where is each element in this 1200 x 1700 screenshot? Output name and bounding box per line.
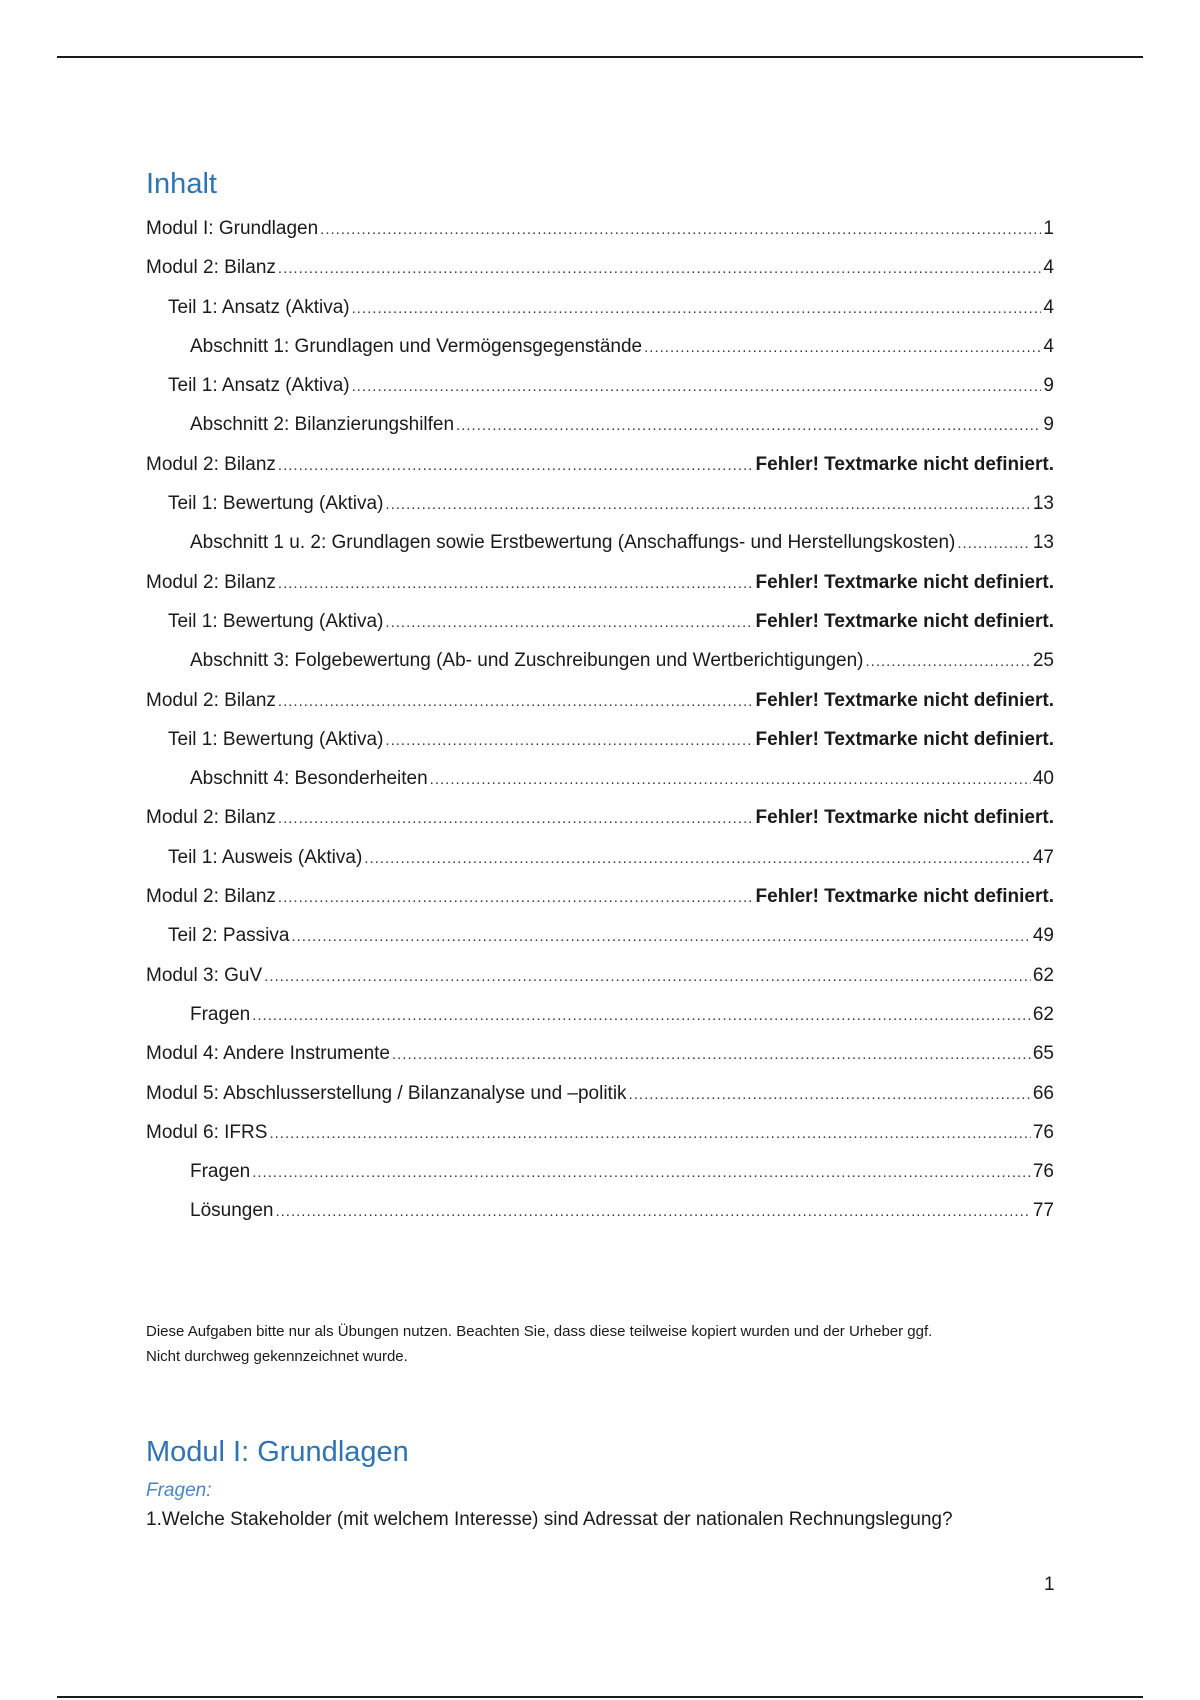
toc-dot-leader — [385, 485, 1030, 524]
disclaimer-line-2: Nicht durchweg gekennzeichnet wurde. — [146, 1348, 408, 1365]
toc-entry[interactable] — [146, 798, 1054, 837]
toc-page-number: 65 — [1032, 1043, 1054, 1065]
toc-entry[interactable] — [146, 602, 1054, 641]
header-rule — [57, 56, 1143, 58]
toc-page-number: 47 — [1032, 846, 1054, 868]
toc-dot-leader — [275, 1192, 1030, 1231]
toc-entry[interactable] — [146, 445, 1054, 484]
toc-entry-title: Teil 1: Ausweis (Aktiva) — [168, 846, 363, 868]
toc-dot-leader — [320, 210, 1041, 249]
toc-entry[interactable] — [146, 523, 1054, 562]
toc-entry[interactable] — [146, 209, 1054, 248]
toc-dot-leader — [392, 1035, 1031, 1074]
page-number: 1 — [1044, 1574, 1055, 1595]
toc-bookmark-error: Fehler! Textmarke nicht definiert. — [755, 571, 1054, 593]
toc-dot-leader — [278, 799, 754, 838]
toc-entry[interactable] — [146, 484, 1054, 523]
toc-entry-title: Fragen — [190, 1003, 251, 1025]
toc-entry-title: Teil 1: Ansatz (Aktiva) — [168, 296, 350, 318]
toc-page-number: 1 — [1043, 218, 1054, 239]
toc-entry-title: Modul 6: IFRS — [146, 1121, 268, 1143]
toc-entry-title: Abschnitt 2: Bilanzierungshilfen — [190, 414, 455, 436]
toc-bookmark-error: Fehler! Textmarke nicht definiert. — [755, 807, 1054, 829]
toc-entry-title: Fragen — [190, 1161, 251, 1183]
toc-page-number: 77 — [1032, 1200, 1054, 1222]
toc-page-number: 9 — [1043, 375, 1054, 397]
toc-page-number: 9 — [1043, 414, 1054, 436]
toc-entry-title: Modul 4: Andere Instrumente — [146, 1043, 390, 1065]
toc-entry-title: Lösungen — [190, 1200, 274, 1222]
toc-entry[interactable] — [146, 956, 1054, 995]
toc-page-number: 66 — [1032, 1082, 1054, 1104]
toc-dot-leader — [269, 1114, 1030, 1153]
toc-entry-title: Modul 2: Bilanz — [146, 571, 276, 593]
toc-entry-title: Modul 2: Bilanz — [146, 689, 276, 711]
toc-entry-title: Teil 1: Bewertung (Aktiva) — [168, 610, 384, 632]
toc-entry[interactable] — [146, 366, 1054, 405]
toc-entry[interactable] — [146, 405, 1054, 444]
toc-entry-title: Abschnitt 1: Grundlagen und Vermögensgegenstände — [190, 335, 643, 357]
toc-entry-title: Modul 3: GuV — [146, 964, 263, 986]
toc-dot-leader — [352, 367, 1042, 406]
toc-entry-title: Teil 2: Passiva — [168, 925, 290, 947]
toc-dot-leader — [629, 1075, 1031, 1114]
toc-entry-title: Teil 1: Bewertung (Aktiva) — [168, 728, 384, 750]
toc-entry[interactable] — [146, 327, 1054, 366]
toc-dot-leader — [252, 1153, 1031, 1192]
toc-bookmark-error: Fehler! Textmarke nicht definiert. — [755, 689, 1054, 711]
toc-dot-leader — [456, 406, 1041, 445]
toc-entry[interactable] — [146, 877, 1054, 916]
toc-dot-leader — [278, 878, 754, 917]
toc-bookmark-error: Fehler! Textmarke nicht definiert. — [755, 728, 1054, 750]
toc-dot-leader — [291, 917, 1030, 956]
toc-entry[interactable] — [146, 995, 1054, 1034]
toc-entry[interactable] — [146, 1074, 1054, 1113]
toc-page-number: 76 — [1032, 1161, 1054, 1183]
toc-entry-title: Abschnitt 4: Besonderheiten — [190, 768, 428, 790]
toc-page-number: 76 — [1032, 1121, 1054, 1143]
toc-entry[interactable] — [146, 720, 1054, 759]
toc-dot-leader — [644, 328, 1041, 367]
toc-entry-title: Abschnitt 1 u. 2: Grundlagen sowie Erstbewertung (Anschaffungs- und Herstellungskosten) — [190, 532, 956, 554]
section-subheading: Fragen: — [146, 1480, 212, 1501]
toc-page-number: 13 — [1032, 493, 1054, 515]
toc-entry[interactable] — [146, 759, 1054, 798]
toc-dot-leader — [385, 721, 753, 760]
toc-entry[interactable] — [146, 563, 1054, 602]
toc-page-number: 62 — [1032, 1003, 1054, 1025]
toc-entry-title: Modul 5: Abschlusserstellung / Bilanzanalyse und –politik — [146, 1082, 627, 1104]
toc-entry[interactable] — [146, 1191, 1054, 1230]
toc-page-number: 25 — [1032, 650, 1054, 672]
toc-entry[interactable] — [146, 248, 1054, 287]
toc-entry[interactable] — [146, 681, 1054, 720]
toc-dot-leader — [278, 682, 754, 721]
toc-entry[interactable] — [146, 1152, 1054, 1191]
toc-dot-leader — [352, 289, 1042, 328]
toc-page-number: 4 — [1043, 296, 1054, 318]
toc-dot-leader — [866, 642, 1031, 681]
toc-dot-leader — [364, 839, 1031, 878]
toc-entry[interactable] — [146, 838, 1054, 877]
toc-entry-title: Teil 1: Bewertung (Aktiva) — [168, 493, 384, 515]
footer-rule — [57, 1696, 1143, 1698]
toc-entry-title: Modul 2: Bilanz — [146, 807, 276, 829]
toc-entry-title: Modul 2: Bilanz — [146, 453, 276, 475]
toc-dot-leader — [252, 996, 1031, 1035]
toc-entry[interactable] — [146, 288, 1054, 327]
toc-entry[interactable] — [146, 916, 1054, 955]
toc-page-number: 4 — [1043, 335, 1054, 357]
disclaimer-line-1: Diese Aufgaben bitte nur als Übungen nutzen. Beachten Sie, dass diese teilweise kopiert wurden und der Urheber ggf. — [146, 1323, 933, 1340]
toc-entry-title: Modul 2: Bilanz — [146, 257, 276, 279]
toc-entry-title: Modul 2: Bilanz — [146, 886, 276, 908]
toc-dot-leader — [278, 564, 754, 603]
toc-dot-leader — [278, 249, 1042, 288]
toc-dot-leader — [957, 524, 1031, 563]
toc-bookmark-error: Fehler! Textmarke nicht definiert. — [755, 453, 1054, 475]
toc-page-number: 49 — [1032, 925, 1054, 947]
toc-page-number: 40 — [1032, 768, 1054, 790]
toc-bookmark-error: Fehler! Textmarke nicht definiert. — [755, 610, 1054, 632]
toc-dot-leader — [385, 603, 753, 642]
table-of-contents — [146, 209, 1054, 1231]
toc-bookmark-error: Fehler! Textmarke nicht definiert. — [755, 886, 1054, 908]
toc-page-number: 13 — [1032, 532, 1054, 554]
toc-dot-leader — [264, 957, 1031, 996]
toc-entry-title: Abschnitt 3: Folgebewertung (Ab- und Zuschreibungen und Wertberichtigungen) — [190, 650, 864, 672]
toc-dot-leader — [278, 446, 754, 485]
toc-entry[interactable] — [146, 1034, 1054, 1073]
toc-heading: Inhalt — [146, 168, 217, 200]
section-heading: Modul I: Grundlagen — [146, 1436, 409, 1468]
toc-entry[interactable] — [146, 641, 1054, 680]
toc-dot-leader — [430, 760, 1031, 799]
toc-entry[interactable] — [146, 1113, 1054, 1152]
toc-page-number: 62 — [1032, 964, 1054, 986]
toc-page-number: 4 — [1043, 257, 1054, 279]
toc-entry-title: Teil 1: Ansatz (Aktiva) — [168, 375, 350, 397]
question-text: 1.Welche Stakeholder (mit welchem Interesse) sind Adressat der nationalen Rechnungslegung? — [146, 1509, 953, 1530]
disclaimer-note — [146, 1319, 1054, 1369]
toc-entry-title: Modul I: Grundlagen — [146, 218, 319, 239]
